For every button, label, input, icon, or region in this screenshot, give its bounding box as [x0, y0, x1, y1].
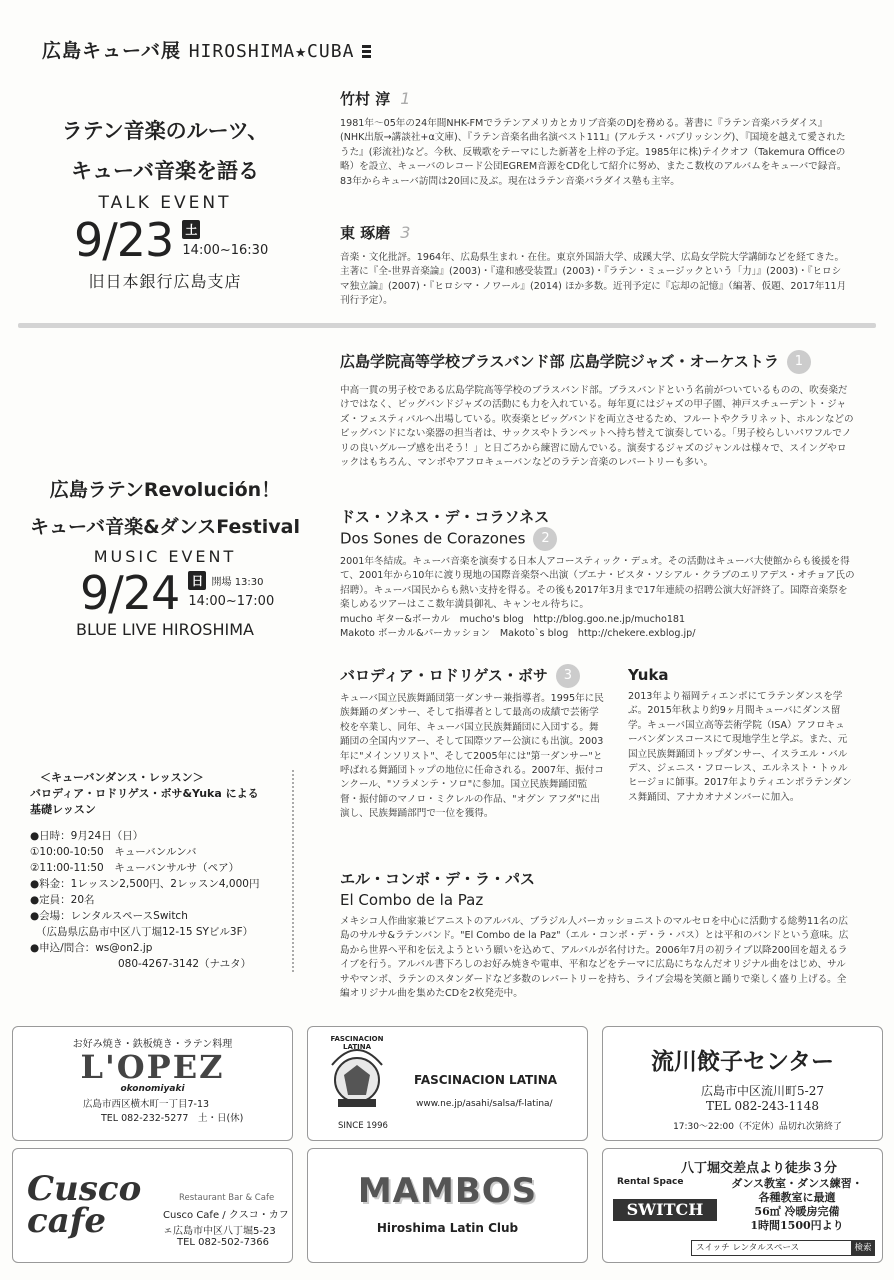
switch-line1: 八丁堀交差点より徒歩３分 [681, 1161, 838, 1176]
lopez-tagline: お好み焼き・鉄板焼き・ラテン料理 [72, 1039, 233, 1050]
performer-name-en: Dos Sones de Corazones [340, 529, 526, 548]
lesson-item: ①10:00-10:50 キューバンルンバ [30, 846, 197, 858]
performer-link[interactable]: Makoto ボーカル&パーカッション Makoto`s blog http://chekere.exblog.jp/ [340, 628, 696, 640]
lesson-heading-2: バロディア・ロドリゲス・ボサ&Yuka による [30, 787, 259, 800]
performer-bio: 2013年より福岡ティエンポにてラテンダンスを学ぶ。2015年秋より約9ヶ月間キューバにダンス留学。キューバ国立高等芸術学院（ISA）アフロキューバンダンスコースにて現地学生と学ぶ。また、元国立民族舞踊団トップダンサー、イスラエル・バルデス、ジェニス・フローレス、エルネスト・トゥルヒージョに師事。2017年よりティエンポラテンダンス舞踊団、アナカオナメンバーに加入。 [628, 691, 852, 803]
switch-line3: 各種教室に最適 [758, 1191, 836, 1204]
mambos-sub: Hiroshima Latin Club [376, 1221, 519, 1235]
cusco-logo: Cusco cafe [27, 1169, 142, 1241]
switch-line4: 56㎡ 冷暖房完備 [754, 1205, 840, 1218]
speaker-name: 東 琢磨 [340, 224, 391, 242]
performer-bio: 2001年冬結成。キューバ音楽を演奏する日本人アコースティック・デュオ。その活動はキューバ大使館からも後援を得て、2001年から10年に渡り現地の国際音楽祭へ出演（ブエナ・ビスタ・ソシアル・クラブのエリアデス・オチョア氏の招聘）。キューバ国民からも熱い支持を得る。その後も2017年3月まで17年連続の招聘公演大好評終了。国際音楽祭を楽しめるツアーはここ数年満員御礼、キャンセル待ちに。 [340, 556, 855, 611]
speaker-num: 3 [400, 223, 411, 242]
music-date: 9/24 [80, 566, 180, 620]
switch-logo: SWITCH [613, 1199, 717, 1221]
performer-barodia [340, 664, 605, 822]
music-weekday: 日 [188, 571, 206, 590]
performer-name: エル・コンボ・デ・ラ・パス [340, 870, 536, 888]
header-jp: 広島キューバ展 [42, 40, 182, 62]
gyoza-tel: TEL 082-243-1148 [705, 1099, 819, 1113]
cusco-name: Cusco Cafe / クスコ・カフェ [163, 1210, 289, 1236]
switch-line5: 1時間1500円より [750, 1219, 844, 1232]
fascinacion-logo-text: FASCINACION LATINA [330, 1035, 384, 1051]
fascinacion-since: SINCE 1996 [338, 1121, 388, 1131]
performer-name-en: El Combo de la Paz [340, 891, 484, 909]
performer-link[interactable]: mucho ギター&ボーカル mucho's blog http://blog.goo.ne.jp/mucho181 [340, 613, 686, 625]
talk-title-2: キューバ音楽を語る [71, 159, 259, 183]
lesson-item[interactable]: ●申込/問合：ws@on2.jp [30, 942, 153, 954]
speaker-higashi [340, 222, 850, 309]
music-event-label: MUSIC EVENT [93, 547, 237, 566]
fascinacion-url[interactable]: www.ne.jp/asahi/salsa/f-latina/ [416, 1099, 553, 1109]
talk-time: 14:00~16:30 [182, 243, 269, 258]
lesson-heading-1: ＜キューバンダンス・レッスン＞ [40, 771, 204, 784]
cusco-tel: TEL 082-502-7366 [177, 1237, 270, 1248]
performer-yuka [628, 666, 853, 805]
performer-combo [340, 868, 855, 1001]
gyoza-title: 流川餃子センター [650, 1048, 835, 1075]
switch-line2: ダンス教室・ダンス練習・ [731, 1177, 863, 1190]
lopez-logo-sub: okonomiyaki [120, 1084, 185, 1094]
talk-weekday: 土 [182, 220, 200, 239]
lesson-item: 080-4267-3142（ナユタ） [118, 958, 252, 970]
music-time: 14:00~17:00 [188, 594, 275, 609]
lesson-item: ●日時：9月24日（日） [30, 830, 144, 842]
speaker-bio: 1981年～05年の24年間NHK-FMでラテンアメリカとカリブ音楽のDJを務める。著書に『ラテン音楽パラダイス』(NHK出版→講談社+α文庫)、『ラテン音楽名曲名演ベスト111』(アルテス・パブリッシング)、『国境を越えて愛されたうた』(彩流社)など。今秋、反戦歌をテーマにした新著を上梓の予定。1985年に株)テイクオフ（Takemura Officeの略）を設立、キューバのレコード公団EGREM音源をCD化して紹介に努め、またこ数枚のアルバムをキューバで録音。83年からキューバ訪問は20回に及ぶ。現在はラテン音楽パラダイス塾も主宰。 [340, 118, 847, 187]
performer-name: 広島学院高等学校ブラスバンド部 広島学院ジャズ・オーケストラ [340, 352, 779, 371]
fascinacion-title: FASCINACION LATINA [414, 1073, 558, 1087]
ad-cusco[interactable] [12, 1148, 293, 1263]
lesson-box [30, 770, 294, 972]
performer-bio: 中高一貫の男子校である広島学院高等学校のブラスバンド部。ブラスバンドという名前がついているものの、吹奏楽だけではなく、ビッグバンドジャズの活動にも力を入れている。毎年夏にはジャズの甲子園、神戸スチューデント・ジャズ・フェスティバルへ出場している。吹奏楽とビッグバンドを両立させるため、フルートやクラリネット、ホルンなどのビッグバンドにない楽器の担当者は、サックスやトランペットへ持ち替えて演奏している。「男子校らしいパワフルでノリの良いグループ感を出そう！」と日ごろから練習に励んでいる。演奏するジャズのジャンルは様々で、スイングやロックはもちろん、マンボやアフロキューバンなどのラテン音楽のレパートリーも多い。 [340, 385, 854, 469]
ad-switch[interactable] [602, 1148, 883, 1263]
speaker-num: 1 [400, 89, 411, 108]
ad-fascinacion[interactable] [307, 1026, 588, 1141]
speaker-name: 竹村 淳 [340, 90, 391, 108]
performer-dossones [340, 506, 855, 641]
music-title-1: 広島ラテンRevolución！ [49, 479, 281, 501]
page-header [42, 36, 371, 63]
lopez-closed: 土・日(休) [197, 1113, 244, 1124]
performer-brassband [340, 350, 855, 470]
ad-gyoza[interactable] [602, 1026, 883, 1141]
cusco-type: Restaurant Bar & Cafe [179, 1193, 275, 1203]
talk-title-1: ラテン音楽のルーツ、 [61, 119, 269, 143]
music-title-2: キューバ音楽&ダンスFestival [30, 516, 300, 538]
speaker-takemura [340, 88, 850, 189]
performer-name: Yuka [628, 666, 669, 684]
music-open: 開場 13:30 [211, 577, 264, 588]
gyoza-hours: 17:30～22:00（不定休）品切れ次第終了 [673, 1122, 842, 1132]
performer-bio: メキシコ人作曲家兼ピアニストのアルバル、ブラジル人パーカッショニストのマルセロを中心に活動する総勢11名の広島のサルサ&ラテンバンド。"El Combo de la Paz"（エル・コンボ・デ・ラ・パス）とは平和のバンドという意味。広島から世界へ平和を伝えようという願いを込めて、アルバルが名付けた。2006年7月の初ライブ以降200回を超えるライブを行う。アルバル書下ろしのお好み焼きや電車、平和などをテーマに広島にちなんだオリジナル曲をはじめ、サルサやマンボ、ラテンのスタンダードなど多数のレパートリーを持ち、ライブ会場を笑顔と踊りで楽しく盛り上げる。全編オリジナル曲を集めたCDを2枚発売中。 [340, 916, 849, 1000]
lesson-item: ●定員：20名 [30, 894, 95, 906]
performer-num: 3 [556, 664, 580, 688]
lesson-heading-3: 基礎レッスン [30, 803, 96, 816]
lesson-item: （広島県広島市中区八丁堀12-15 SYビル3F） [36, 926, 254, 938]
section-divider [18, 323, 876, 328]
mambos-logo: MAMBOS [357, 1171, 538, 1211]
music-event [30, 475, 300, 639]
switch-search-box[interactable]: スイッチ レンタルスペース [691, 1240, 857, 1256]
talk-date: 9/23 [74, 213, 174, 267]
performer-name: ドス・ソネス・デ・コラソネス [340, 508, 550, 526]
header-en: HIROSHIMA★CUBA [188, 41, 355, 62]
performer-num: 1 [787, 350, 811, 374]
ad-lopez[interactable] [12, 1026, 293, 1141]
lesson-item: ●料金：1レッスン2,500円、2レッスン4,000円 [30, 878, 260, 890]
talk-venue: 旧日本銀行広島支店 [88, 272, 242, 291]
speaker-bio: 音楽・文化批評。1964年、広島県生まれ・在住。東京外国語大学、成蹊大学、広島女学院大学講師などを経てきた。主著に『全-世界音楽論』(2003)・『違和感受装置』(2003)・『ラテン・ミュージックという「力」』(2003)・『ヒロシマ独立論』(2007)・『ヒロシマ・ノワール』(2014) ほか多数。近刊予定に『忘却の記憶』（編著、仮題、2017年11月刊行予定）。 [340, 252, 847, 307]
talk-event-label: TALK EVENT [98, 193, 232, 213]
lopez-tel: TEL 082-232-5277 [101, 1113, 189, 1124]
music-venue: BLUE LIVE HIROSHIMA [76, 620, 254, 639]
performer-bio: キューバ国立民族舞踊団第一ダンサー兼指導者。1995年に民族舞踊のダンサー、そして指導者として最高の成績で芸術学校を卒業し、同年、キューバ国立民族舞踊団に入団する。舞踊団の全国内ツアー、そして国際ツアー公演にも出演。2003年に"メインソリスト"、そして2005年には"第一ダンサー"と呼ばれる舞踊団トップの地位に任命される。2007年、振付コンクール、"ソラメンテ・ソロ"に参加。国立民族舞踊団監督・振付師のマノロ・ミクレルの作品、"オグン アフダ"に出演し、民族舞踊部門で一位を獲得。 [340, 693, 604, 820]
lopez-address: 広島市西区横木町一丁目7-13 [83, 1099, 210, 1110]
lesson-item: ②11:00-11:50 キューバンサルサ（ペア） [30, 862, 240, 874]
performer-name: バロディア・ロドリゲス・ボサ [340, 666, 548, 685]
switch-logo-small: Rental Space [617, 1177, 684, 1187]
gyoza-address: 広島市中区流川町5-27 [701, 1084, 824, 1098]
performer-num: 2 [533, 527, 557, 551]
switch-search-button[interactable]: 検索 [851, 1240, 875, 1256]
ad-mambos[interactable] [307, 1148, 588, 1263]
header-bars-icon [362, 43, 371, 60]
lopez-logo: L'OPEZ [80, 1048, 225, 1086]
lesson-item: ●会場：レンタルスペースSwitch [30, 910, 188, 922]
cusco-address: 広島市中区八丁堀5-23 [173, 1226, 276, 1237]
talk-event [30, 115, 300, 292]
